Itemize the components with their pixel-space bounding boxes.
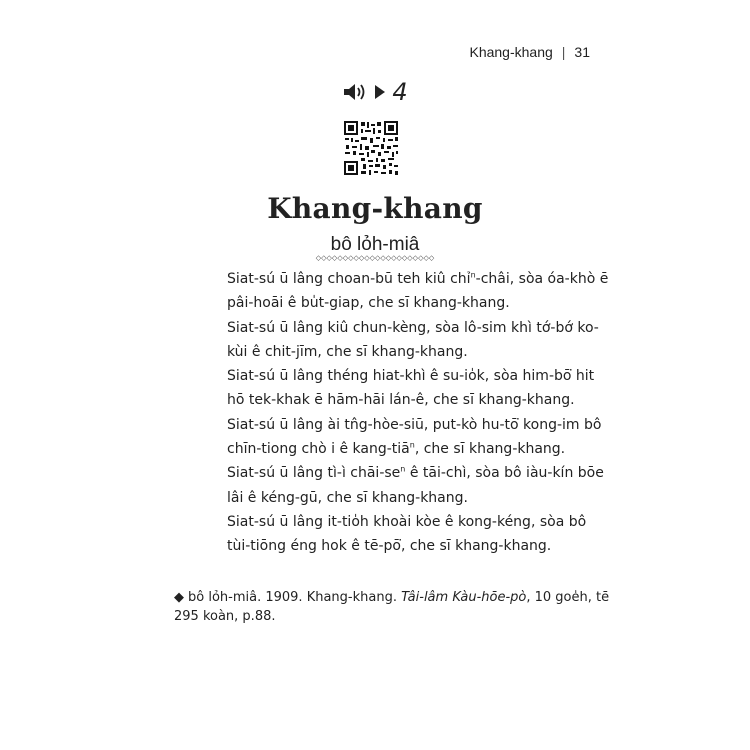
poem-paragraph (200, 364, 595, 413)
superscript: n (409, 440, 415, 450)
play-icon (374, 84, 386, 100)
poem-line: hō tek-khak ē hām-hāi lán-ê, che sī khang-khang. (227, 392, 575, 409)
poem-paragraph (200, 461, 604, 510)
diamond-bullet-icon: ◆ (174, 590, 184, 605)
running-header-title: Khang-khang (469, 44, 553, 60)
poem-line: kùi ê chit-jīm, che sī khang-khang. (227, 343, 468, 360)
poem-paragraph (200, 316, 599, 365)
audio-track-indicator (320, 78, 430, 106)
text-run: , che sī khang-khang. (414, 441, 566, 458)
citation-source: Tâi-lâm Kàu-hōe-pò (401, 590, 527, 605)
text-run: Siat-sú ū lâng tì-ì chāi-se (227, 465, 401, 482)
text-run: Siat-sú ū lâng choan-bū teh kiû chỉ (227, 271, 471, 287)
poem-body (200, 267, 609, 559)
header-separator: | (561, 44, 566, 60)
text-run: -châi, sòa óa-khò ē (475, 271, 609, 287)
running-header (460, 40, 590, 64)
poem-line (200, 437, 566, 461)
poem-paragraph (200, 413, 602, 462)
poem-line: Siat-sú ū lâng kiû chun-kèng, sòa lô-sim khì tớ-bớ ko- (227, 319, 599, 336)
text-run: ê tāi-chì, sòa bô iàu-kín bōe (405, 465, 604, 482)
author-ornament: ◇◇◇◇◇◇◇◇◇◇◇◇◇◇◇◇◇◇◇◇◇◇ (315, 254, 435, 262)
citation-line (174, 588, 610, 607)
poem-line (200, 267, 609, 291)
author-name: bô lỏh-miâ (330, 234, 420, 255)
poem-line: Siat-sú ū lâng ài tn̂g-hòe-siū, put-kò hu-tō͘ kong-im bô (227, 416, 602, 433)
citation-text: bô lỏh-miâ. 1909. Khang-khang. (188, 590, 402, 605)
citation-text: , 10 goe̍h, tē (526, 590, 610, 605)
poem-line: Siat-sú ū lâng théng hiat-khì ê su-io̍k, sòa him-bō͘ hit (227, 368, 595, 385)
track-number: 4 (392, 78, 408, 106)
text-run: chīn-tiong chò i ê kang-tiā (227, 441, 410, 458)
superscript: n (400, 464, 406, 474)
poem-paragraph (200, 510, 587, 559)
poem-line (200, 461, 604, 485)
source-citation (174, 588, 610, 626)
qr-code (343, 120, 399, 176)
poem-paragraph (200, 267, 609, 316)
poem-line: tùi-tiōng éng hok ê tē-pō͘, che sī khang-khang. (227, 538, 552, 555)
speaker-icon (342, 82, 368, 102)
poem-line: Siat-sú ū lâng it-tio̍h khoài kòe ê kong-kéng, sòa bô (227, 513, 587, 530)
page-number: 31 (574, 44, 590, 60)
poem-line: pâi-hoāi ê bu̍t-giap, che sī khang-khang. (227, 295, 510, 312)
poem-title: Khang-khang (267, 192, 483, 225)
citation-line: 295 koàn, p.88. (174, 609, 276, 624)
poem-line: lâi ê kéng-gū, che sī khang-khang. (227, 489, 468, 506)
superscript: n (470, 270, 476, 280)
